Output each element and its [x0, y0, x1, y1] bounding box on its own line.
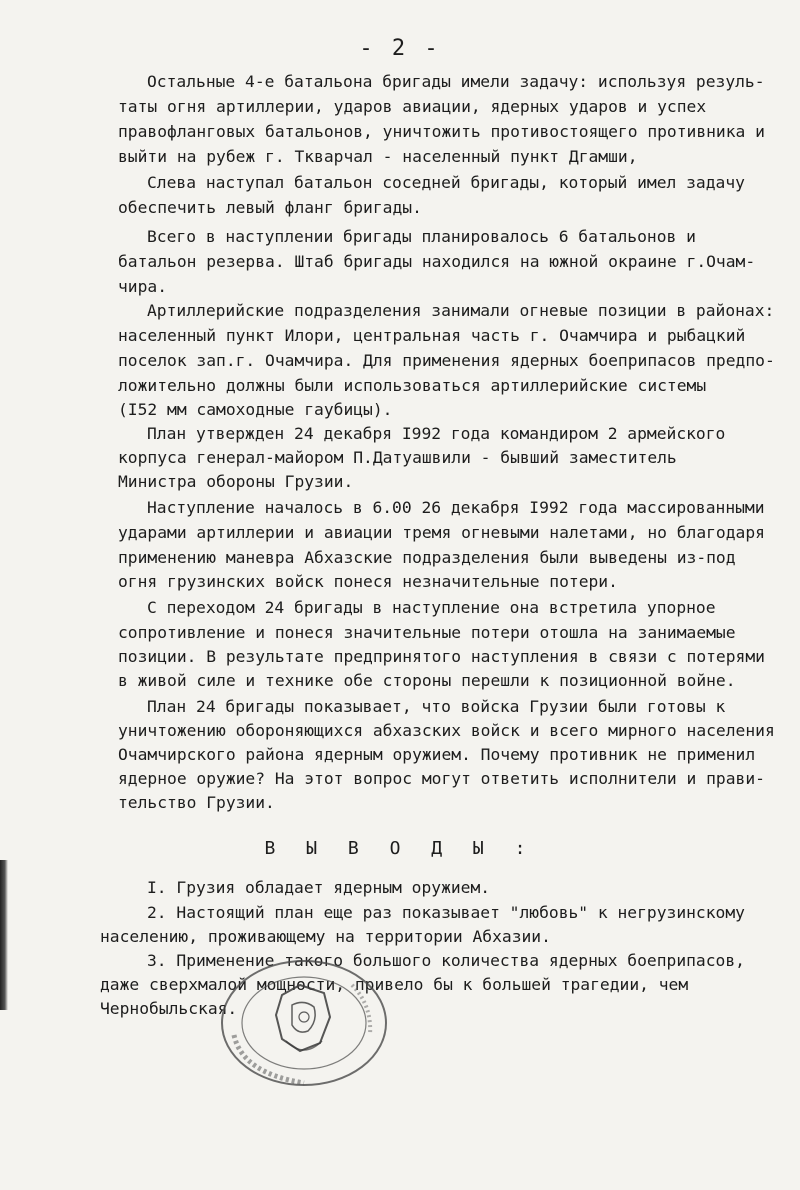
text-line: чира.	[118, 277, 168, 296]
text-line: Слева наступал батальон соседней бригады, который имел задачу	[147, 173, 745, 192]
text-line: Остальные 4-е батальона бригады имели задачу: используя резуль-	[147, 72, 765, 91]
text-line: поселок зап.г. Очамчира. Для применения ядерных боеприпасов предпо-	[118, 351, 775, 370]
text-line: ложительно должны были использоваться артиллерийские системы	[118, 376, 707, 395]
text-line: уничтожению обороняющихся абхазских войск и всего мирного населения	[118, 721, 775, 740]
text-line: План 24 бригады показывает, что войска Грузии были готовы к	[147, 697, 726, 716]
text-line: батальон резерва. Штаб бригады находился на южной окраине г.Очам-	[118, 252, 756, 271]
text-line: Всего в наступлении бригады планировалось 6 батальонов и	[147, 227, 696, 246]
text-line: ядерное оружие? На этот вопрос могут ответить исполнители и прави-	[118, 769, 765, 788]
text-line: С переходом 24 бригады в наступление она встретила упорное	[147, 598, 716, 617]
text-line: огня грузинских войск понеся незначительные потери.	[118, 572, 618, 591]
page-number: - 2 -	[359, 36, 441, 61]
text-line: выйти на рубеж г. Ткварчал - населенный пункт Дгамши,	[118, 147, 638, 166]
text-line: тельство Грузии.	[118, 793, 275, 812]
text-line: позиции. В результате предпринятого наступления в связи с потерями	[118, 647, 765, 666]
text-line: Министра обороны Грузии.	[118, 472, 354, 491]
text-line: таты огня артиллерии, ударов авиации, ядерных ударов и успех	[118, 97, 707, 116]
conclusion-line: 2. Настоящий план еще раз показывает "любовь" к негрузинскому	[147, 903, 745, 922]
text-line: обеспечить левый фланг бригады.	[118, 198, 422, 217]
text-line: Очамчирского района ядерным оружием. Почему противник не применил	[118, 745, 756, 764]
text-line: Артиллерийские подразделения занимали огневые позиции в районах:	[147, 301, 775, 320]
text-line: сопротивление и понеся значительные потери отошла на занимаемые	[118, 623, 736, 642]
text-line: правофланговых батальонов, уничтожить противостоящего противника и	[118, 122, 765, 141]
conclusion-line: I. Грузия обладает ядерным оружием.	[147, 878, 491, 897]
text-line: ударами артиллерии и авиации тремя огневыми налетами, но благодаря	[118, 523, 765, 542]
conclusion-line: 3. Применение такого большого количества ядерных боеприпасов,	[147, 951, 745, 970]
text-line: (I52 мм самоходные гаубицы).	[118, 400, 393, 419]
conclusion-line: населению, проживающему на территории Абхазии.	[100, 927, 551, 946]
text-line: корпуса генерал-майором П.Датуашвили - бывший заместитель	[118, 448, 677, 467]
conclusions-heading: В Ы В О Д Ы :	[264, 838, 536, 859]
text-line: в живой силе и технике обе стороны перешли к позиционной войне.	[118, 671, 736, 690]
official-seal-stamp	[212, 955, 392, 1093]
text-line: применению маневра Абхазские подразделения были выведены из-под	[118, 548, 736, 567]
conclusion-line: Чернобыльская.	[100, 999, 238, 1018]
text-line: населенный пункт Илори, центральная часть г. Очамчира и рыбацкий	[118, 326, 746, 345]
text-line: План утвержден 24 декабря I992 года командиром 2 армейского	[147, 424, 726, 443]
conclusion-line: даже сверхмалой мощности, привело бы к большей трагедии, чем	[100, 975, 689, 994]
text-line: Наступление началось в 6.00 26 декабря I992 года массированными	[147, 498, 765, 517]
scan-page-edge	[0, 860, 8, 1010]
